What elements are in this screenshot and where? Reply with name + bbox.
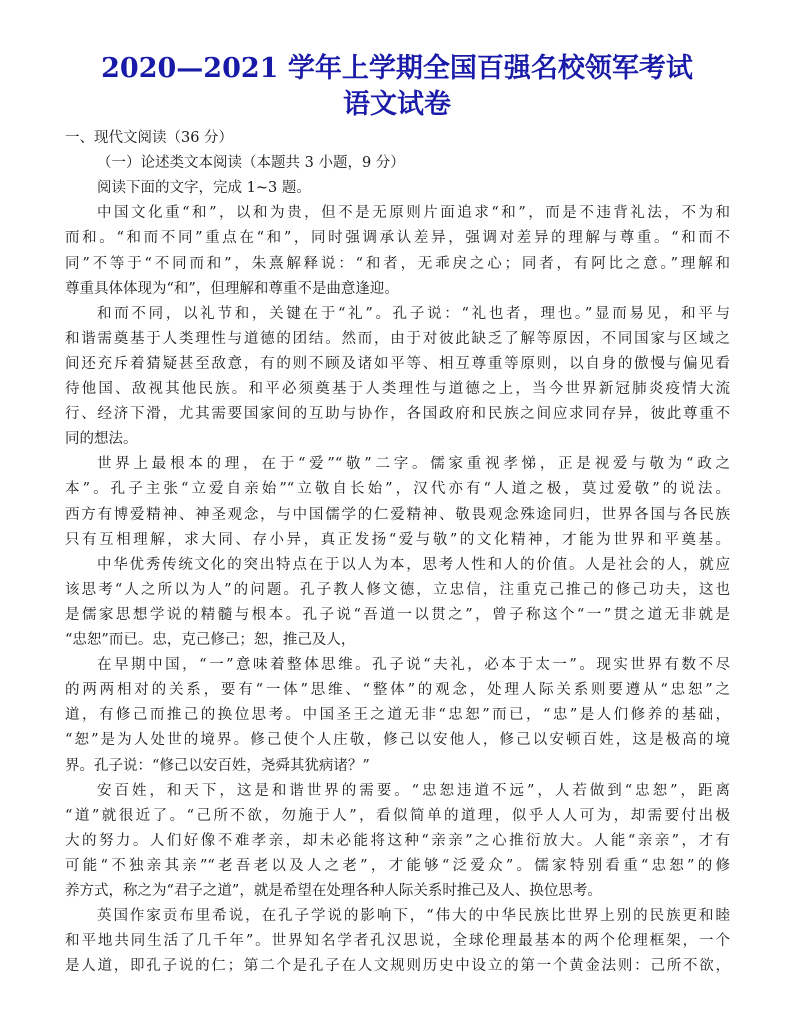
text-line: 本”。孔子主张“立爱自亲始”“立敬自长始”，汉代亦有“人道之极，莫过爱敬”的说法。 (65, 481, 730, 498)
text-line: 界。孔子说：“修己以安百姓，尧舜其犹病诸？” (65, 757, 370, 774)
text-line: 世界上最根本的理，在于“爱”“敬”二字。儒家重视孝悌，正是视爱与敬为“政之 (97, 456, 730, 473)
text-line: “恕”是为人处世的境界。修己使个人庄敬，修己以安他人，修己以安顿百姓，这是极高的境 (65, 732, 730, 749)
text-line: 的两两相对的关系，要有“一体”思维、“整体”的观念，处理人际关系则要遵从“忠恕”之 (65, 682, 730, 699)
text-line: 可能“不独亲其亲”“老吾老以及人之老”，才能够“泛爱众”。儒家特别看重“忠恕”的修 (65, 857, 730, 874)
text-line: 西方有博爱精神、神圣观念，与中国儒学的仁爱精神、敬畏观念殊途同归，世界各国与各民族 (65, 506, 730, 523)
text-line: 待他国、敌视其他民族。和平必须奠基于人类理性与道德之上，当今世界新冠肺炎疫情大流 (65, 381, 730, 397)
text-line: 尊重具体体现为“和”，但理解和尊重不是曲意逢迎。 (65, 280, 399, 297)
text-line: 道，有修己而推己的换位思考。中国圣王之道无非“忠恕”而已，“忠”是人们修养的基础， (65, 707, 730, 724)
text-line: 行、经济下滑，尤其需要国家间的互助与协作，各国政府和民族之间应求同存异，彼此尊重不 (65, 406, 730, 423)
text-line: 在早期中国，“一”意味着整体思维。孔子说“夫礼，必本于太一”。现实世界有数不尽 (97, 657, 730, 674)
text-line: 而和。“和而不同”重点在“和”，同时强调承认差异，强调对差异的理解与尊重。“和而不 (65, 230, 730, 247)
exam-title: 2020—2021 学年上学期全国百强名校领军考试 (101, 53, 693, 84)
text-line: 中华优秀传统文化的突出特点在于以人为本，思考人性和人的价值。人是社会的人，就应 (97, 556, 730, 573)
text-line: 英国作家贡布里希说，在孔子学说的影响下，“伟大的中华民族比世界上别的民族更和睦 (97, 908, 730, 925)
text-line: “道”就很近了。“己所不欲，勿施于人”，看似简单的道理，似乎人人可为，却需要付出极 (65, 807, 730, 824)
text-line: 大的努力。人们好像不难孝亲，却未必能将这种“亲亲”之心推衍放大。人能“亲亲”，才有 (65, 832, 730, 849)
text-line: “忠恕”而已。忠，克己修己；恕，推己及人， (65, 632, 356, 648)
text-line: 是人道，即孔子说的仁；第二个是孔子在人文规则历史中设立的第一个黄金法则：己所不欲， (65, 958, 730, 975)
text-line: 中国文化重“和”，以和为贵，但不是无原则片面追求“和”，而是不违背礼法，不为和 (97, 205, 730, 222)
text-line: 同”不等于“不同而和”，朱熹解释说：“和者，无乖戾之心；同者，有阿比之意。”理解和 (65, 255, 730, 272)
text-line: （一）论述类文本阅读（本题共 3 小题，9 分） (97, 155, 405, 172)
text-line: 同的想法。 (65, 431, 138, 448)
text-line: 和谐需奠基于人类理性与道德的团结。然而，由于对彼此缺乏了解等原因，不同国家与区域之 (65, 330, 730, 347)
text-line: 和平地共同生活了几千年”。世界知名学者孔汉思说，全球伦理最基本的两个伦理框架，一个 (65, 933, 730, 950)
text-line: 间还充斥着猜疑甚至敌意，有的则不顾及诸如平等、相互尊重等原则，以自身的傲慢与偏见看 (65, 355, 730, 372)
text-line: 和而不同，以礼节和，关键在于“礼”。孔子说：“礼也者，理也。”显而易见，和平与 (97, 305, 730, 322)
text-line: 该思考“人之所以为人”的问题。孔子教人修文德，立忠信，注重克己推己的修己功夫，这也 (65, 581, 730, 598)
text-line: 是儒家思想学说的精髓与根本。孔子说“吾道一以贯之”，曾子称这个“一”贯之道无非就是 (65, 606, 730, 623)
text-line: 安百姓，和天下，这是和谐世界的需要。“忠恕违道不远”，人若做到“忠恕”，距离 (97, 782, 730, 799)
text-line: 养方式，称之为“君子之道”，就是希望在处理各种人际关系时推己及人、换位思考。 (65, 883, 602, 899)
exam-subtitle: 语文试卷 (343, 89, 451, 120)
text-line: 一、现代文阅读（36 分） (65, 130, 234, 146)
text-line: 阅读下面的文字，完成 1~3 题。 (97, 180, 311, 197)
text-line: 只有互相理解，求大同、存小异，真正发扬“爱与敬”的文化精神，才能为世界和平奠基。 (65, 531, 730, 548)
